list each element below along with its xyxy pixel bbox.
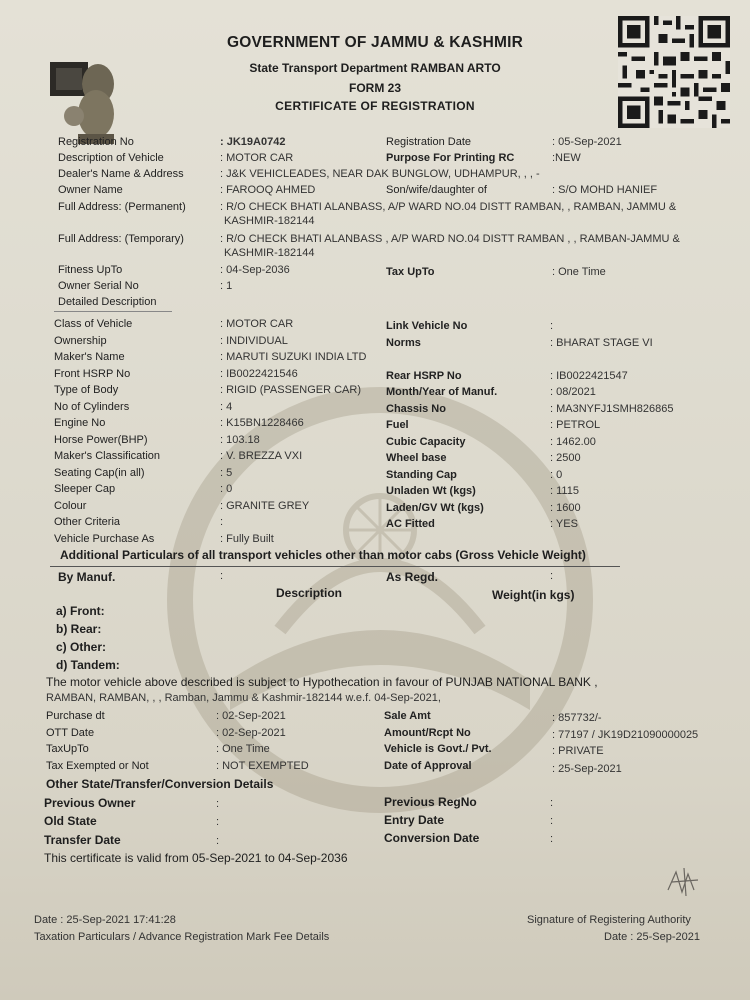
govt-pvt-label: Vehicle is Govt./ Pvt. bbox=[384, 743, 492, 755]
detail-right-value: : 2500 bbox=[550, 452, 581, 464]
temporary-address-line2: KASHMIR-182144 bbox=[224, 247, 315, 259]
govt-pvt-value: : PRIVATE bbox=[552, 745, 604, 757]
axle-row: c) Other: bbox=[56, 640, 107, 654]
detail-left-label: Vehicle Purchase As bbox=[54, 533, 155, 545]
detail-left-label: Seating Cap(in all) bbox=[54, 467, 145, 479]
department-title: State Transport Department RAMBAN ARTO bbox=[249, 61, 501, 75]
transfer-date-value: : bbox=[216, 835, 220, 847]
hypothecation-line1: The motor vehicle above described is subject to Hypothecation in favour of PUNJAB NATIONAL BANK , bbox=[46, 675, 598, 689]
detail-right-value: : 1600 bbox=[550, 502, 581, 514]
detail-right-value: : PETROL bbox=[550, 419, 601, 431]
tax-upto-value: : One Time bbox=[552, 266, 606, 278]
detail-left-label: Horse Power(BHP) bbox=[54, 434, 148, 446]
detail-right-value: : 1462.00 bbox=[550, 436, 596, 448]
weight-column-header: Weight(in kgs) bbox=[492, 588, 575, 602]
axle-row: b) Rear: bbox=[56, 622, 102, 636]
detail-right-label: Standing Cap bbox=[386, 469, 457, 481]
detail-left-value: : MOTOR CAR bbox=[220, 318, 294, 330]
tax-upto2-value: : One Time bbox=[216, 743, 270, 755]
detail-left-label: Front HSRP No bbox=[54, 368, 131, 380]
detail-left-label: Engine No bbox=[54, 417, 106, 429]
reg-date-label: Registration Date bbox=[386, 136, 471, 148]
detail-left-value: : RIGID (PASSENGER CAR) bbox=[220, 384, 361, 396]
fitness-label: Fitness UpTo bbox=[58, 264, 123, 276]
description-value: : MOTOR CAR bbox=[220, 152, 294, 164]
as-regd-value: : bbox=[550, 570, 554, 582]
relation-label: Son/wife/daughter of bbox=[386, 184, 487, 196]
signature-scribble-icon bbox=[664, 866, 704, 898]
detail-left-value: : K15BN1228466 bbox=[220, 417, 304, 429]
detail-right-label: Wheel base bbox=[386, 452, 447, 464]
permanent-address-line2: KASHMIR-182144 bbox=[224, 215, 315, 227]
form-number: FORM 23 bbox=[348, 81, 401, 95]
previous-owner-label: Previous Owner bbox=[44, 796, 136, 810]
old-state-label: Old State bbox=[44, 814, 97, 828]
detail-left-label: Class of Vehicle bbox=[54, 318, 133, 330]
transport-heading: Additional Particulars of all transport vehicles other than motor cabs (Gross Vehicle Weight) bbox=[60, 548, 586, 562]
purpose-value: :NEW bbox=[552, 152, 581, 164]
sale-amount-label: Sale Amt bbox=[384, 710, 431, 722]
fitness-value: : 04-Sep-2036 bbox=[220, 264, 290, 276]
permanent-address-label: Full Address: (Permanent) bbox=[58, 201, 186, 213]
footer-date-left: Date : 25-Sep-2021 17:41:28 bbox=[34, 914, 176, 926]
detail-left-value: : 103.18 bbox=[220, 434, 260, 446]
detail-left-value: : INDIVIDUAL bbox=[220, 335, 288, 347]
previous-regno-value: : bbox=[550, 797, 554, 809]
by-manuf-label: By Manuf. bbox=[58, 570, 116, 584]
purchase-date-label: Purchase dt bbox=[46, 710, 105, 722]
conversion-date-label: Conversion Date bbox=[384, 831, 480, 845]
reg-no-label: Registration No bbox=[58, 136, 134, 148]
detail-left-value: : IB0022421546 bbox=[220, 368, 298, 380]
detail-left-value: : MARUTI SUZUKI INDIA LTD bbox=[220, 351, 367, 363]
approval-date-label: Date of Approval bbox=[384, 760, 472, 772]
other-state-heading: Other State/Transfer/Conversion Details bbox=[46, 777, 274, 791]
detail-right-value: : bbox=[550, 320, 554, 332]
dealer-value: : J&K VEHICLEADES, NEAR DAK BUNGLOW, UDHAMPUR, , , - bbox=[220, 168, 540, 180]
detail-right-value: : MA3NYFJ1SMH826865 bbox=[550, 403, 674, 415]
detail-right-value: : IB0022421547 bbox=[550, 370, 628, 382]
detail-right-label: Unladen Wt (kgs) bbox=[386, 485, 476, 497]
temporary-address-label: Full Address: (Temporary) bbox=[58, 233, 184, 245]
owner-value: : FAROOQ AHMED bbox=[220, 184, 316, 196]
reg-date-value: : 05-Sep-2021 bbox=[552, 136, 622, 148]
certificate-title: CERTIFICATE OF REGISTRATION bbox=[275, 99, 475, 113]
divider bbox=[50, 566, 620, 567]
detail-left-label: Ownership bbox=[54, 335, 107, 347]
entry-date-label: Entry Date bbox=[384, 813, 445, 827]
description-column-header: Description bbox=[276, 586, 343, 600]
previous-regno-label: Previous RegNo bbox=[384, 795, 477, 809]
detail-right-value: : 1115 bbox=[550, 485, 579, 497]
reg-no-value: : JK19A0742 bbox=[220, 136, 286, 148]
purchase-date-value: : 02-Sep-2021 bbox=[216, 710, 286, 722]
amount-receipt-label: Amount/Rcpt No bbox=[384, 727, 471, 739]
hypothecation-line2: RAMBAN, RAMBAN, , , Ramban, Jammu & Kashmir-182144 w.e.f. 04-Sep-2021, bbox=[46, 692, 441, 704]
detail-right-label: Norms bbox=[386, 337, 421, 349]
footer-date-right: Date : 25-Sep-2021 bbox=[604, 931, 701, 943]
detail-right-label: Link Vehicle No bbox=[386, 320, 468, 332]
tax-exempt-value: : NOT EXEMPTED bbox=[216, 760, 309, 772]
detail-right-label: Month/Year of Manuf. bbox=[386, 386, 498, 398]
detail-right-value: : 0 bbox=[550, 469, 563, 481]
tax-upto2-label: TaxUpTo bbox=[46, 743, 89, 755]
detail-right-value: : BHARAT STAGE VI bbox=[550, 337, 653, 349]
detail-left-value: : GRANITE GREY bbox=[220, 500, 310, 512]
government-title: GOVERNMENT OF JAMMU & KASHMIR bbox=[227, 34, 523, 51]
approval-date-value: : 25-Sep-2021 bbox=[552, 763, 622, 775]
purpose-label: Purpose For Printing RC bbox=[386, 152, 515, 164]
detail-left-label: Colour bbox=[54, 500, 87, 512]
detail-left-value: : Fully Built bbox=[220, 533, 274, 545]
amount-receipt-value: : 77197 / JK19D21090000025 bbox=[552, 729, 699, 741]
previous-owner-value: : bbox=[216, 798, 220, 810]
owner-serial-value: : 1 bbox=[220, 280, 233, 292]
as-regd-label: As Regd. bbox=[386, 570, 439, 584]
signature-label: Signature of Registering Authority bbox=[527, 914, 691, 926]
divider bbox=[54, 311, 172, 312]
ott-date-label: OTT Date bbox=[46, 727, 95, 739]
sale-amount-value: : 857732/- bbox=[552, 712, 602, 724]
detail-left-label: No of Cylinders bbox=[54, 401, 130, 413]
owner-label: Owner Name bbox=[58, 184, 123, 196]
detail-left-value: : 0 bbox=[220, 483, 233, 495]
detail-right-label: Laden/GV Wt (kgs) bbox=[386, 502, 484, 514]
conversion-date-value: : bbox=[550, 833, 554, 845]
tax-upto-label: Tax UpTo bbox=[386, 266, 435, 278]
detail-right-label: Fuel bbox=[386, 419, 409, 431]
detail-left-value: : bbox=[220, 516, 224, 528]
detail-left-value: : V. BREZZA VXI bbox=[220, 450, 303, 462]
by-manuf-value: : bbox=[220, 570, 224, 582]
validity-statement: This certificate is valid from 05-Sep-2021 to 04-Sep-2036 bbox=[44, 851, 348, 865]
detail-left-label: Sleeper Cap bbox=[54, 483, 116, 495]
detail-left-label: Maker's Name bbox=[54, 351, 125, 363]
old-state-value: : bbox=[216, 816, 220, 828]
permanent-address-line1: : R/O CHECK BHATI ALANBASS, A/P WARD NO.04 DISTT RAMBAN, , RAMBAN, JAMMU & bbox=[220, 201, 677, 213]
detail-left-label: Other Criteria bbox=[54, 516, 121, 528]
temporary-address-line1: : R/O CHECK BHATI ALANBASS , A/P WARD NO.04 DISTT RAMBAN , , RAMBAN-JAMMU & bbox=[220, 233, 680, 245]
dealer-label: Dealer's Name & Address bbox=[58, 168, 184, 180]
detail-right-label: Chassis No bbox=[386, 403, 446, 415]
detail-right-label: Cubic Capacity bbox=[386, 436, 466, 448]
detail-left-label: Type of Body bbox=[54, 384, 119, 396]
detail-left-value: : 4 bbox=[220, 401, 233, 413]
entry-date-value: : bbox=[550, 815, 554, 827]
transfer-date-label: Transfer Date bbox=[44, 833, 121, 847]
description-label: Description of Vehicle bbox=[58, 152, 164, 164]
detail-right-value: : 08/2021 bbox=[550, 386, 596, 398]
detail-right-label: AC Fitted bbox=[386, 518, 435, 530]
taxation-particulars: Taxation Particulars / Advance Registration Mark Fee Details bbox=[34, 931, 330, 943]
axle-row: a) Front: bbox=[56, 604, 105, 618]
detail-left-value: : 5 bbox=[220, 467, 233, 479]
owner-serial-label: Owner Serial No bbox=[58, 280, 139, 292]
detail-left-label: Maker's Classification bbox=[54, 450, 161, 462]
axle-row: d) Tandem: bbox=[56, 658, 120, 672]
detail-right-value: : YES bbox=[550, 518, 578, 530]
detail-right-label: Rear HSRP No bbox=[386, 370, 462, 382]
ott-date-value: : 02-Sep-2021 bbox=[216, 727, 286, 739]
detailed-description-label: Detailed Description bbox=[58, 296, 157, 308]
tax-exempt-label: Tax Exempted or Not bbox=[46, 760, 149, 772]
relation-value: : S/O MOHD HANIEF bbox=[552, 184, 658, 196]
